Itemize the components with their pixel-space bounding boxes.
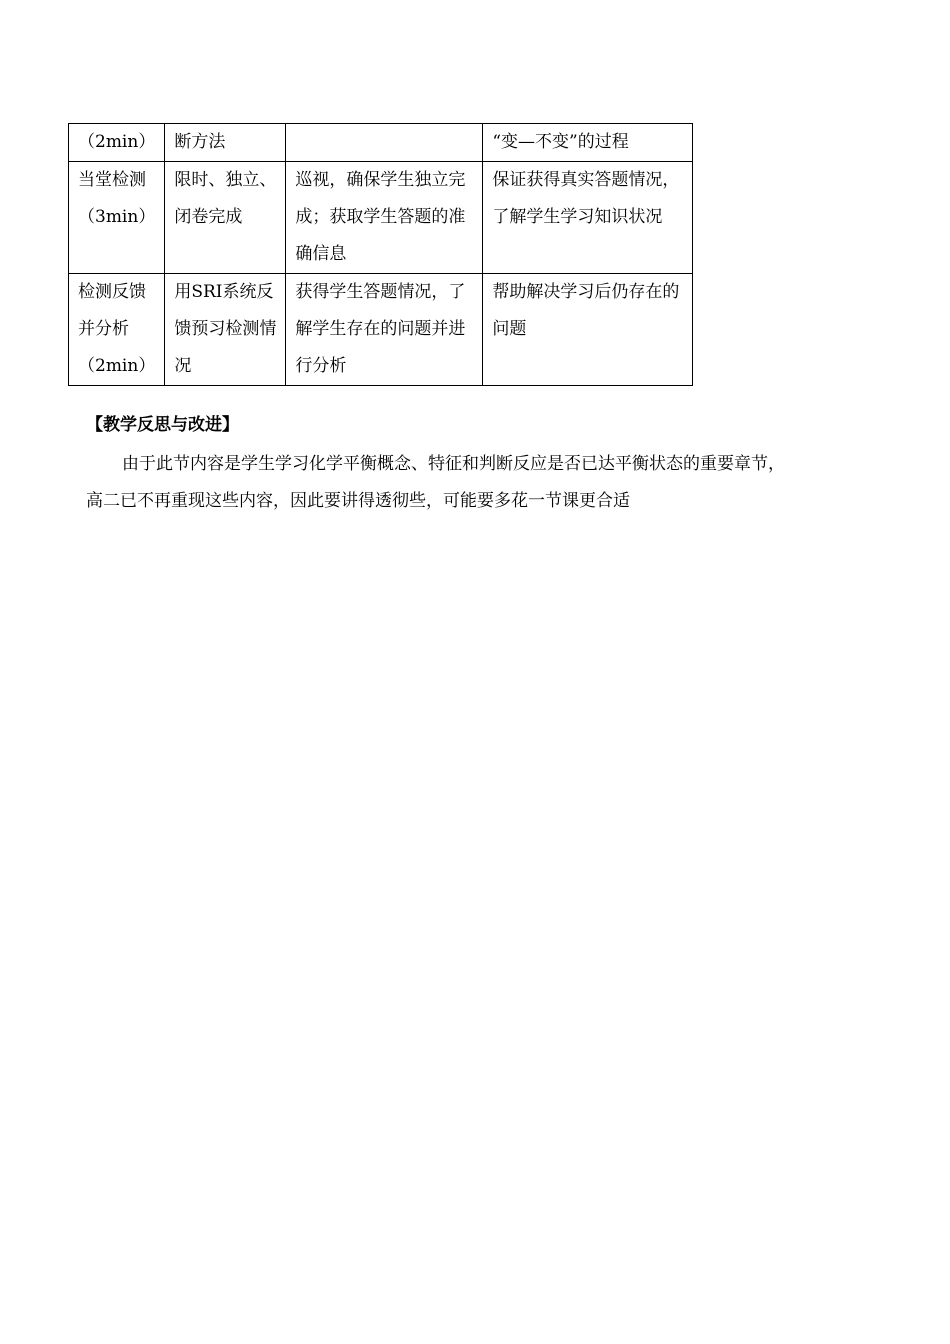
stage-cell <box>69 124 165 162</box>
cell-line: 获得学生答题情况，了 <box>295 282 466 302</box>
cell-line: （2min） <box>78 132 156 152</box>
cell-line: 馈预习检测情 <box>174 319 277 339</box>
method-cell <box>165 162 286 274</box>
stage-cell <box>69 274 165 386</box>
cell-line: 当堂检测 <box>78 170 146 190</box>
paragraph-line: 高二已不再重现这些内容，因此要讲得透彻些，可能要多花一节课更合适 <box>86 491 630 511</box>
purpose-cell <box>483 162 693 274</box>
purpose-cell <box>483 274 693 386</box>
cell-line: 检测反馈 <box>78 282 146 302</box>
cell-line: 帮助解决学习后仍存在的 <box>492 282 680 302</box>
table-row <box>69 124 693 162</box>
table-row <box>69 274 693 386</box>
reflection-paragraph <box>86 446 876 520</box>
cell-line: 行分析 <box>295 356 347 376</box>
cell-line: 保证获得真实答题情况， <box>492 170 680 190</box>
teacher-activity-cell <box>286 274 483 386</box>
cell-line: （2min） <box>78 356 156 376</box>
cell-line: “变—不变”的过程 <box>492 132 629 152</box>
cell-line: 用SRI系统反 <box>174 282 274 302</box>
table-row <box>69 162 693 274</box>
teacher-activity-cell <box>286 124 483 162</box>
paragraph-line: 由于此节内容是学生学习化学平衡概念、特征和判断反应是否已达平衡状态的重要章节， <box>122 454 785 474</box>
cell-line: 解学生存在的问题并进 <box>295 319 466 339</box>
cell-line: 巡视，确保学生独立完 <box>295 170 466 190</box>
purpose-cell <box>483 124 693 162</box>
cell-line: （3min） <box>78 207 156 227</box>
method-cell <box>165 274 286 386</box>
cell-line: 断方法 <box>174 132 226 152</box>
stage-cell <box>69 162 165 274</box>
cell-line: 并分析 <box>78 319 129 339</box>
cell-line: 确信息 <box>295 244 347 264</box>
cell-line: 闭卷完成 <box>174 207 243 227</box>
lesson-plan-table <box>68 123 693 386</box>
cell-line: 了解学生学习知识状况 <box>492 207 663 227</box>
teacher-activity-cell <box>286 162 483 274</box>
cell-line: 限时、独立、 <box>174 170 277 190</box>
cell-line: 成；获取学生答题的准 <box>295 207 466 227</box>
cell-line: 问题 <box>492 319 527 339</box>
method-cell <box>165 124 286 162</box>
reflection-heading: 【教学反思与改进】 <box>86 415 239 435</box>
cell-line: 况 <box>174 356 192 376</box>
